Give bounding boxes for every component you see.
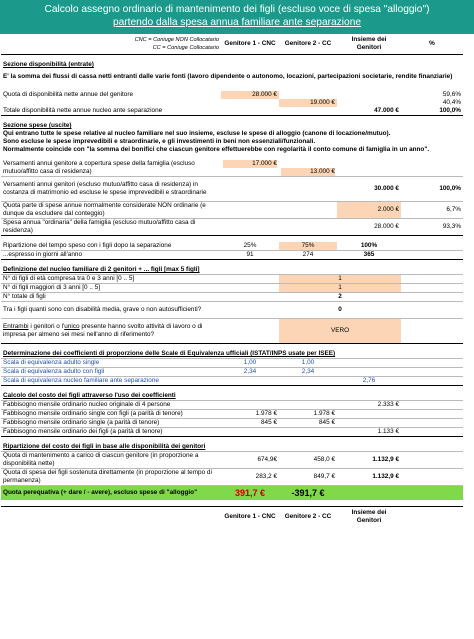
tempo-row-2 <box>1 251 463 260</box>
nucleo-row-1 <box>1 275 463 284</box>
disp-r3-ins: 47.000 € <box>337 107 401 116</box>
riparto-r2-label: Quota di spesa dei figli sostenuta direttamente (in proporzione al tempo di permanenza) <box>1 469 221 486</box>
calc-table <box>1 34 463 527</box>
costo-r2-g1: 1.978 € <box>221 410 279 419</box>
spese-r4-label: Spesa annua "ordinaria" della famiglia (escluso mutuo/affitto casa di residenza) <box>1 219 221 236</box>
tempo-r2-g1: 91 <box>221 251 279 260</box>
costo-row-1 <box>1 401 463 410</box>
costo-r3-label: Fabbisogno mensile ordinario single (a parità di tenore) <box>1 419 221 428</box>
disp-row-1 <box>1 91 463 99</box>
spese-r1-label: Versamenti annui genitore a copertura spese della famiglia (escluso mutuo/affitto casa di residenza) <box>1 160 221 177</box>
disp-r1-label: Quota di disponibilità nette annue del genitore <box>3 91 134 98</box>
col-header-g2: Genitore 2 - CC <box>279 34 337 55</box>
costo-r4-label: Fabbisogno mensile ordinario dei figli (a parità di tenore) <box>1 428 221 437</box>
nucleo-row-3 <box>1 293 463 302</box>
riparto-r1-g2: 458,0 € <box>279 452 337 469</box>
footer-col-g1: Genitore 1 - CNC <box>221 507 279 528</box>
footer-row <box>1 507 463 528</box>
spese-r1-g1-input[interactable]: 17.000 € <box>223 160 277 168</box>
spese-desc-3: Normalmente coincide con "la somma dei bonifici che ciascun genitore effettuerebbe con regolarità il conto comune di famiglia in un anno". <box>3 146 430 153</box>
disp-desc: E' la somma dei flussi di cassa netti entranti dalle varie fonti (lavoro dipendente o autonomo, locazioni, partecipazioni societarie, rendite finanziarie) <box>3 73 453 80</box>
tempo-r1-ins: 100% <box>337 242 401 251</box>
tempo-row-1 <box>1 242 463 251</box>
disp-row-3 <box>1 107 463 116</box>
nucleo-r5-u2: unico <box>64 323 80 330</box>
disp-r1-pct: 59,6% <box>442 91 461 98</box>
scale-r1-g2: 1,00 <box>279 359 337 368</box>
costo-row-2 <box>1 410 463 419</box>
scale-r2-g2: 2,34 <box>279 368 337 377</box>
riparto-title: Ripartizione del costo dei figli in base alle disponibilità dei genitori <box>1 443 463 452</box>
nucleo-r5-input[interactable]: VERO <box>279 319 401 344</box>
riparto-r1-label: Quota di mantenimento a carico di ciascun genitore (in proporzione a disponibilità nette) <box>1 452 221 469</box>
nucleo-row-4 <box>1 302 463 319</box>
title-line-1: Calcolo assegno ordinario di mantenimento dei figli (escluso voce di spesa "alloggio") <box>44 4 430 15</box>
riparto-row-3 <box>1 486 463 501</box>
riparto-r1-ins: 1.132,9 € <box>337 452 401 469</box>
scale-row-1 <box>1 359 463 368</box>
legend-cnc: CNC = Coniuge NON Collocatario <box>134 37 219 43</box>
spese-row-4 <box>1 219 463 236</box>
spese-desc-1: Qui entrano tutte le spese relative al nucleo familiare nel suo insieme, escluse le spese di alloggio (canone di locazione/mutuo). <box>3 130 391 137</box>
riparto-row-1 <box>1 452 463 469</box>
scale-r2-g1: 2,34 <box>221 368 279 377</box>
spese-r3-ins-input[interactable]: 2.000 € <box>337 202 401 219</box>
tempo-r1-g1: 25% <box>221 242 279 251</box>
costo-r3-g2: 845 € <box>279 419 337 428</box>
spese-row-3 <box>1 202 463 219</box>
costo-r1-ins: 2.333 € <box>337 401 401 410</box>
scale-r2-label: Scala di equivalenza adulto con figli <box>1 368 221 377</box>
nucleo-r5-mid: i genitori o l' <box>28 323 65 330</box>
costo-r4-ins: 1.133 € <box>337 428 401 437</box>
disp-row-2 <box>1 99 463 107</box>
scale-row-2 <box>1 368 463 377</box>
scale-r1-g1: 1,00 <box>221 359 279 368</box>
spese-r2-ins: 30.000 € <box>337 177 401 202</box>
spese-row-1 <box>1 160 463 177</box>
tempo-r1-g2-input[interactable]: 75% <box>279 242 337 251</box>
spese-r4-ins: 28.000 € <box>337 219 401 236</box>
disp-title: Sezione disponibilità (entrate) <box>3 61 94 68</box>
nucleo-r1-label: N° di figli di età compresa tra 0 e 3 anni [0 .. 5] <box>1 275 221 284</box>
costo-row-3 <box>1 419 463 428</box>
costo-row-4 <box>1 428 463 437</box>
disp-r2-g2-input[interactable]: 19.000 € <box>279 99 337 107</box>
nucleo-r2-input[interactable]: 1 <box>279 284 401 293</box>
nucleo-r4-val: 0 <box>279 302 401 319</box>
nucleo-r3-val: 2 <box>279 293 401 302</box>
spese-r3-label: Quota parte di spese annue normalmente considerate NON ordinarie (e dunque da escludere dal conteggio) <box>1 202 221 219</box>
costo-r1-label: Fabbisogno mensile ordinario nucleo originale di 4 persone <box>1 401 221 410</box>
disp-r2-pct: 40,4% <box>442 99 461 106</box>
spese-r2-label: Versamenti annui genitori (escluso mutuo/affitto casa di residenza) in costanza di matrimonio ed escluse le spese imprevedibili e straordinarie <box>1 177 221 202</box>
tempo-r2-g2: 274 <box>279 251 337 260</box>
nucleo-r1-input[interactable]: 1 <box>279 275 401 284</box>
footer-col-ins: Insieme dei Genitori <box>337 507 401 528</box>
header-row <box>1 34 463 55</box>
riparto-r3-g2: -391,7 € <box>291 488 325 498</box>
col-header-pct: % <box>401 34 463 55</box>
tempo-r2-label: ...espresso in giorni all'anno <box>1 251 221 260</box>
nucleo-r5-label <box>1 319 221 344</box>
spese-desc-2: Sono escluse le spese imprevedibili e straordinarie, e gli investimenti in beni non essenziali/funzionali. <box>3 138 316 145</box>
riparto-r3-g1: 391,7 € <box>234 488 266 498</box>
spese-r1-g2-input[interactable]: 13.000 € <box>281 168 335 176</box>
nucleo-title: Definizione del nucleo familiare di 2 genitori + ... figli [max 5 figli] <box>1 266 463 275</box>
costo-r3-g1: 845 € <box>221 419 279 428</box>
nucleo-r5-end: presente hanno svolto attività di lavoro o di impresa per almeno sei mesi nell'anno di riferimento? <box>3 323 203 338</box>
riparto-r2-ins: 1.132,9 € <box>337 469 401 486</box>
disp-r3-label: Totale disponibilità nette annue nucleo ante separazione <box>1 107 221 116</box>
col-header-g1: Genitore 1 - CNC <box>221 34 279 55</box>
tempo-r1-label: Ripartizione del tempo speso con i figli dopo la separazione <box>1 242 221 251</box>
scale-r3-ins: 2,76 <box>337 377 401 386</box>
footer-col-g2: Genitore 2 - CC <box>279 507 337 528</box>
scale-r1-label: Scala di equivalenza adulto single <box>1 359 221 368</box>
riparto-row-2 <box>1 469 463 486</box>
spese-r2-pct: 100,0% <box>401 177 463 202</box>
spese-title: Sezione spese (uscite) <box>3 122 72 129</box>
nucleo-r3-label: N° totale di figli <box>1 293 221 302</box>
nucleo-row-5 <box>1 319 463 344</box>
tempo-r2-ins: 365 <box>337 251 401 260</box>
costo-r2-label: Fabbisogno mensile ordinario single con figli (a parità di tenore) <box>1 410 221 419</box>
title-line-2: partendo dalla spesa annua familiare ante separazione <box>112 17 362 28</box>
nucleo-r2-label: N° di figli maggiori di 3 anni [0 .. 5] <box>1 284 221 293</box>
nucleo-r5-u1: Entrambi <box>3 323 29 330</box>
costo-r2-g2: 1.978 € <box>279 410 337 419</box>
nucleo-r4-label: Tra i figli quanti sono con disabilità media, grave o non autosufficienti? <box>1 302 221 319</box>
spese-r4-pct: 93,3% <box>401 219 463 236</box>
disp-r1-g1-input[interactable]: 28.000 € <box>221 91 279 99</box>
spese-r3-pct: 6,7% <box>401 202 463 219</box>
riparto-r3-label: Quota perequativa (+ dare / - avere), escluso spese di "alloggio" <box>3 489 198 496</box>
sheet-title <box>0 0 474 34</box>
nucleo-row-2 <box>1 284 463 293</box>
scale-title: Determinazione dei coefficienti di proporzione delle Scale di Equivalenza ufficiali (ISTAT/INPS usate per ISEE) <box>1 350 463 359</box>
disp-r3-pct: 100,0% <box>401 107 463 116</box>
scale-r3-label: Scala di equivalenza nucleo familiare ante separazione <box>1 377 221 386</box>
legend-cell <box>1 34 221 55</box>
riparto-r2-g1: 283,2 € <box>221 469 279 486</box>
costo-title: Calcolo del costo dei figli attraverso l'uso dei coefficienti <box>1 392 463 401</box>
scale-row-3 <box>1 377 463 386</box>
legend-cc: CC = Coniuge Collocatario <box>152 45 219 51</box>
riparto-r2-g2: 849,7 € <box>279 469 337 486</box>
riparto-r1-g1: 674,9€ <box>221 452 279 469</box>
col-header-ins: Insieme dei Genitori <box>337 34 401 55</box>
spese-row-2 <box>1 177 463 202</box>
